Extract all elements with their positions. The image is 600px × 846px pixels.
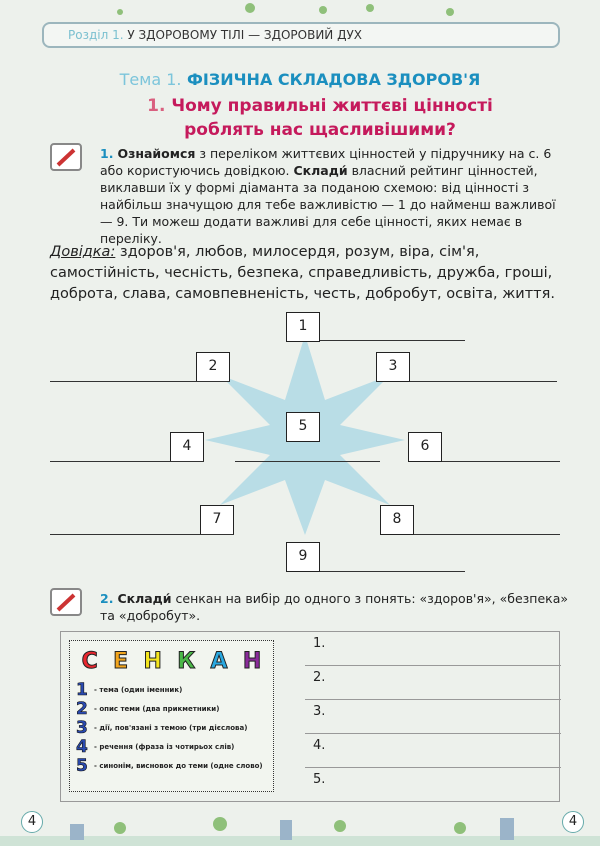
answer-row-1[interactable]: 1. — [305, 632, 561, 666]
answer-row-3[interactable]: 3. — [305, 700, 561, 734]
answer-row-5[interactable]: 5. — [313, 772, 326, 787]
answer-rows — [305, 632, 561, 802]
rank-box-1: 1 — [286, 312, 320, 342]
task2-number: 2. — [100, 591, 114, 606]
topic-number: Тема 1. — [119, 70, 182, 89]
task1-text1: з переліком життєвих цінностей у підручнику на с. 6 або користуючись довідкою. — [100, 146, 552, 178]
answer-row-4[interactable]: 4. — [305, 734, 561, 768]
lesson-title-line2: роблять нас щасливішими? — [184, 120, 456, 140]
senkan-letter: С — [81, 649, 98, 674]
rank-box-3: 3 — [376, 352, 410, 382]
senkan-rule — [70, 680, 273, 699]
senkan-letter: К — [177, 649, 196, 674]
rank-box-8: 8 — [380, 505, 414, 535]
answer-line-2[interactable] — [50, 381, 230, 382]
answer-line-7[interactable] — [50, 534, 234, 535]
senkan-rule — [70, 756, 273, 775]
page-number-left: 4 — [21, 811, 43, 833]
answer-line-3[interactable] — [410, 381, 557, 382]
reference-list — [50, 242, 570, 305]
senkan-rule-number: 4 — [76, 736, 88, 757]
answer-line-9[interactable] — [320, 571, 465, 572]
answer-line-1[interactable] — [320, 340, 465, 341]
senkan-rule-number: 5 — [76, 755, 88, 776]
rank-box-7: 7 — [200, 505, 234, 535]
pencil-task-icon — [50, 588, 82, 616]
lesson-title-line1: Чому правильні життєві цінності — [171, 96, 493, 116]
task2-rest: сенкан на вибір до одного з понять: «здоров'я», «безпека» та «добробут». — [100, 591, 569, 623]
senkan-rule — [70, 718, 273, 737]
senkan-rule — [70, 699, 273, 718]
rank-box-4: 4 — [170, 432, 204, 462]
senkan-rule-number: 3 — [76, 717, 88, 738]
rank-box-9: 9 — [286, 542, 320, 572]
pencil-task-icon — [50, 143, 82, 171]
senkan-letters — [70, 641, 273, 674]
senkan-letter: Е — [113, 649, 129, 674]
lesson-number: 1. — [147, 96, 166, 116]
reference-text: здоров'я, любов, милосердя, розум, віра, сім'я, самостійність, чесність, безпека, справедливість, дружба, гроші, доброта, слава, самовпевненість, честь, добробут, освіта, життя. — [50, 244, 555, 302]
senkan-guide — [69, 640, 274, 792]
task1-number: 1. — [100, 146, 114, 161]
lesson-title — [120, 94, 520, 142]
decorative-city-footer-icon — [0, 806, 600, 846]
section-header — [42, 22, 560, 48]
answer-line-5[interactable] — [235, 461, 380, 462]
rank-box-6: 6 — [408, 432, 442, 462]
task2-bold: Склади́ — [117, 591, 172, 606]
rank-box-2: 2 — [196, 352, 230, 382]
senkan-letter: Н — [143, 649, 162, 674]
decorative-city-border-icon — [0, 0, 600, 20]
senkan-rule-number: 1 — [76, 679, 88, 700]
rank-box-5: 5 — [286, 412, 320, 442]
task1-text2: власний рейтинг цінностей, виклавши їх у формі діаманта за поданою схемою: від цінності з найбільш значущою для тебе важливістю — 1 до найменш важливої — 9. Ти можеш додати важливі для себе цінності, яких немає в переліку. — [100, 163, 556, 246]
answer-row-2[interactable]: 2. — [305, 666, 561, 700]
senkan-rule-text: - тема (один іменник) — [94, 685, 183, 694]
answer-line-8[interactable] — [414, 534, 560, 535]
page-number-right: 4 — [562, 811, 584, 833]
topic-name: ФІЗИЧНА СКЛАДОВА ЗДОРОВ'Я — [187, 70, 481, 89]
task1-text — [100, 145, 570, 247]
senkan-rule — [70, 737, 273, 756]
senkan-rule-text: - речення (фраза із чотирьох слів) — [94, 742, 235, 751]
senkan-letter: Н — [242, 649, 262, 674]
task1-bold1: Ознайомся — [117, 146, 196, 161]
task1-bold2: Склади́ — [293, 163, 348, 178]
task2-text — [100, 590, 570, 624]
section-title: У ЗДОРОВОМУ ТІЛІ — ЗДОРОВИЙ ДУХ — [127, 28, 363, 42]
senkan-letter: А — [210, 649, 228, 674]
senkan-table — [60, 631, 560, 802]
senkan-rule-number: 2 — [76, 698, 88, 719]
answer-line-4[interactable] — [50, 461, 204, 462]
topic-title — [0, 70, 600, 89]
answer-line-6[interactable] — [442, 461, 560, 462]
senkan-rule-text: - опис теми (два прикметники) — [94, 704, 220, 713]
section-number: Розділ 1. — [68, 28, 124, 42]
reference-label: Довідка: — [50, 244, 116, 260]
senkan-rule-text: - дії, пов'язані з темою (три дієслова) — [94, 723, 248, 732]
senkan-rule-text: - синонім, висновок до теми (одне слово) — [94, 761, 263, 770]
